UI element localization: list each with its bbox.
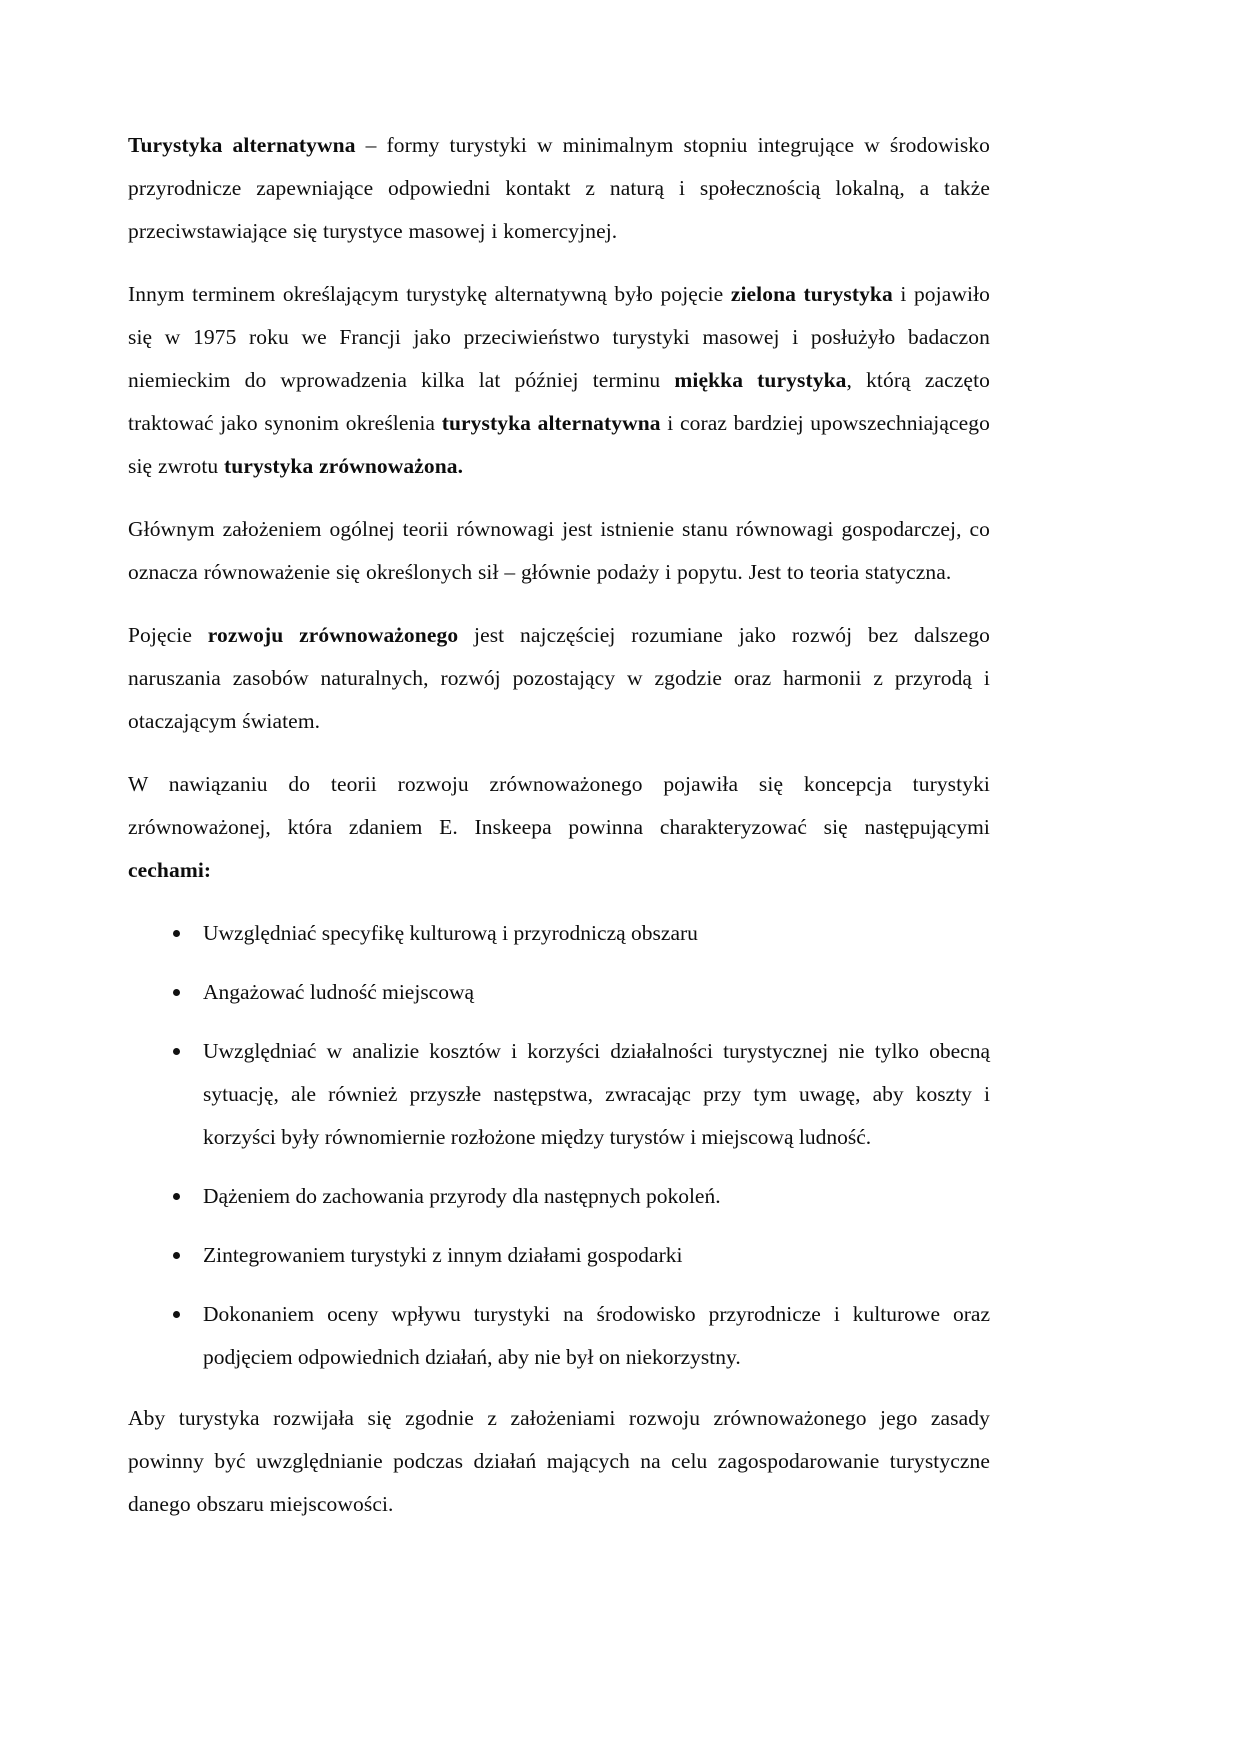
bullet-dot-icon — [173, 930, 180, 937]
list-item-text: Dążeniem do zachowania przyrody dla następnych pokoleń. — [203, 1184, 721, 1208]
term-turystyka-alternatywna-2: turystyka alternatywna — [441, 411, 661, 435]
list-item — [128, 971, 990, 1014]
term-miekka-turystyka: miękka turystyka — [674, 368, 847, 392]
p5-segment-1: W nawiązaniu do teorii rozwoju zrównoważonego pojawiła się koncepcja turystyki zrównoważonej, która zdaniem E. Inskeepa powinna charakteryzować się następującymi — [128, 772, 990, 839]
list-item-text: Zintegrowaniem turystyki z innym działami gospodarki — [203, 1243, 683, 1267]
bullet-dot-icon — [173, 989, 180, 996]
term-turystyka-zrownowazona: turystyka zrównoważona. — [224, 454, 464, 478]
list-item — [128, 912, 990, 955]
features-bullet-list — [128, 912, 990, 1379]
bullet-dot-icon — [173, 1311, 180, 1318]
list-item — [128, 1175, 990, 1218]
p2-segment-1: Innym terminem określającym turystykę alternatywną było pojęcie — [128, 282, 731, 306]
list-item — [128, 1234, 990, 1277]
list-item-text: Dokonaniem oceny wpływu turystyki na środowisko przyrodnicze i kulturowe oraz podjęciem odpowiednich działań, aby nie był on niekorzystny. — [203, 1302, 990, 1369]
paragraph-closing: Aby turystyka rozwijała się zgodnie z założeniami rozwoju zrównoważonego jego zasady powinny być uwzględnianie podczas działań mających na celu zagospodarowanie turystyczne danego obszaru miejscowości. — [128, 1406, 990, 1516]
p2-segment-3: , którą zaczęto traktować jako synonim określenia — [128, 368, 990, 435]
term-rozwoj-zrownowazony: rozwoju zrównoważonego — [207, 623, 459, 647]
paragraph-definition-text: – formy turystyki w minimalnym stopniu integrujące w środowisko przyrodnicze zapewniające odpowiedni kontakt z naturą i społecznością lokalną, a także przeciwstawiające się turystyce masowej i komercyjnej. — [128, 133, 991, 243]
list-item-text: Uwzględniać w analizie kosztów i korzyści działalności turystycznej nie tylko obecną sytuację, ale również przyszłe następstwa, zwracając przy tym uwagę, aby koszty i korzyści były równomiernie rozłożone między turystów i miejscową ludność. — [203, 1039, 990, 1149]
p2-segment-2: i pojawiło się w 1975 roku we Francji jako przeciwieństwo turystyki masowej i posłużyło badaczon niemieckim do wprowadzenia kilka lat później terminu — [128, 282, 990, 392]
paragraph-green-tourism — [128, 273, 990, 488]
list-item — [128, 1293, 990, 1379]
paragraph-equilibrium-theory: Głównym założeniem ogólnej teorii równowagi jest istnienie stanu równowagi gospodarczej, co oznacza równoważenie się określonych sił – głównie podaży i popytu. Jest to teoria statyczna. — [128, 517, 990, 584]
paragraph-sustainable-development — [128, 614, 990, 743]
list-item — [128, 1030, 990, 1159]
p4-segment-2: jest najczęściej rozumiane jako rozwój bez dalszego naruszania zasobów naturalnych, rozwój pozostający w zgodzie oraz harmonii z przyrodą i otaczającym światem. — [128, 623, 990, 733]
term-cechami: cechami: — [128, 858, 212, 882]
paragraph-definition — [128, 124, 990, 253]
bullet-dot-icon — [173, 1048, 180, 1055]
list-item-text: Uwzględniać specyfikę kulturową i przyrodniczą obszaru — [203, 921, 698, 945]
list-item-text: Angażować ludność miejscową — [203, 980, 475, 1004]
bullet-dot-icon — [173, 1193, 180, 1200]
term-turystyka-alternatywna: Turystyka alternatywna — [128, 133, 356, 157]
p2-segment-4: i coraz bardziej upowszechniającego się zwrotu — [128, 411, 991, 478]
bullet-dot-icon — [173, 1252, 180, 1259]
document-body — [128, 124, 990, 1526]
p4-segment-1: Pojęcie — [128, 623, 208, 647]
paragraph-inskeep-intro — [128, 763, 990, 892]
term-zielona-turystyka: zielona turystyka — [730, 282, 893, 306]
